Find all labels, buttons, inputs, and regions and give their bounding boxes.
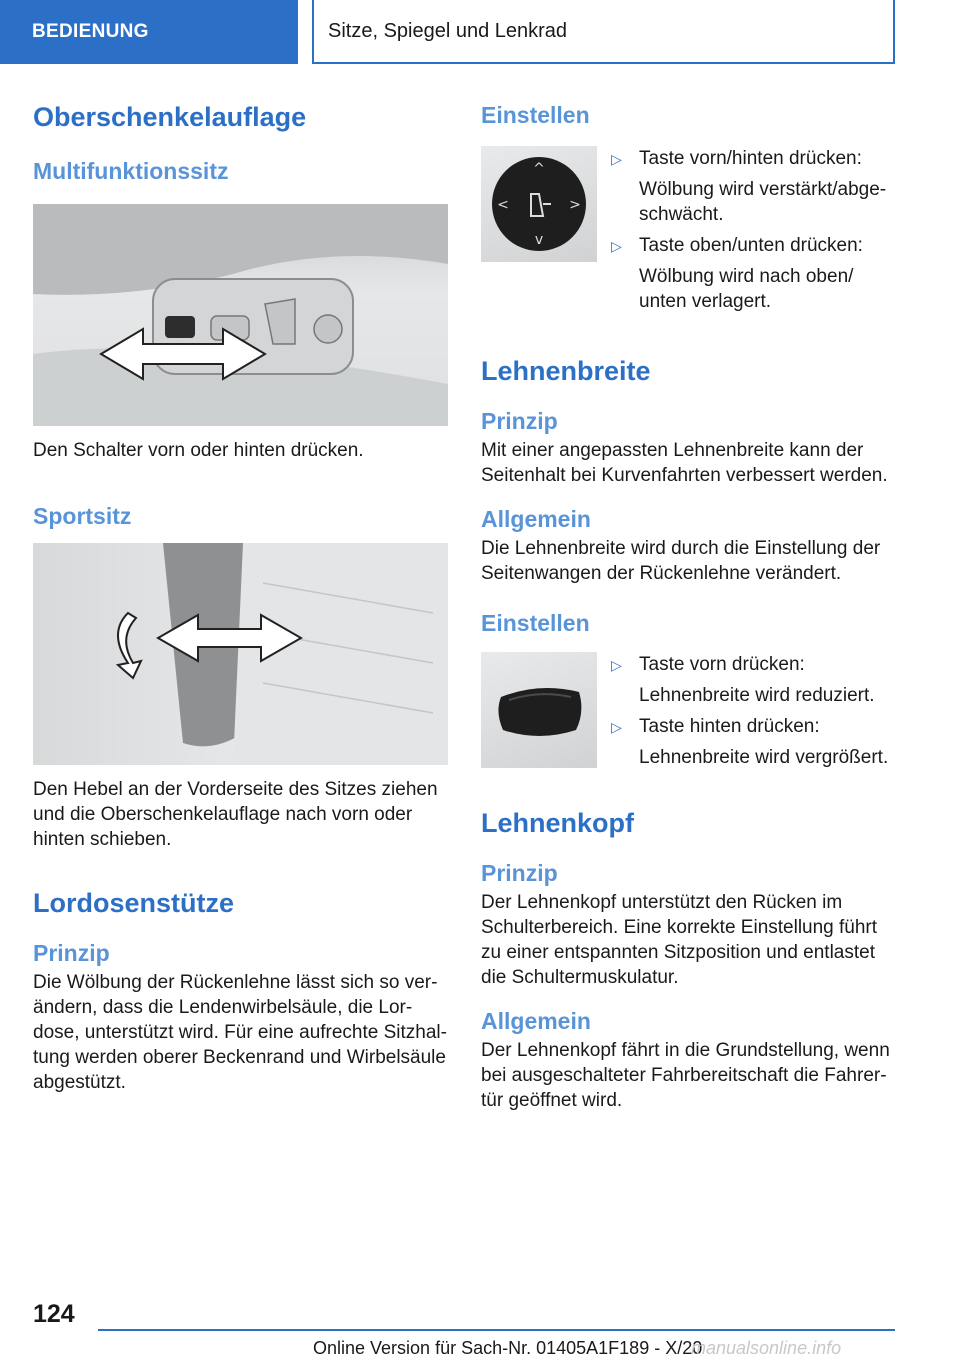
heading-lehnenbreite: Lehnenbreite — [481, 356, 651, 386]
rocker-button-icon — [481, 652, 597, 768]
seat-switch-figure — [33, 204, 448, 426]
watermark: manualsonline.info — [691, 1338, 842, 1358]
sport-seat-figure — [33, 543, 448, 765]
steps-lordose — [611, 146, 893, 314]
section-tab — [0, 0, 298, 64]
text-sportsitz: Den Hebel an der Vorderseite des Sitzes ziehen und die Oberschenkelauflage nach vorn oder hinten schieben. — [33, 779, 438, 850]
svg-text:<: < — [497, 197, 509, 213]
chapter-title — [312, 0, 895, 64]
text-allgemein-kopf: Der Lehnenkopf fährt in die Grundstellung, wenn bei ausgeschalteter Fahrbereitschaft die Fahrertür geöffnet wird. — [481, 1040, 890, 1111]
footer-text: Online Version für Sach-Nr. 01405A1F189 - X/20 — [313, 1338, 703, 1358]
section-label: BEDIENUNG — [32, 21, 149, 42]
step-item: ▷ Taste vorn/hinten drücken: Wölbung wird verstärkt/abgeschwächt. — [611, 148, 887, 225]
heading-lehnenkopf: Lehnenkopf — [481, 808, 634, 838]
text-prinzip-lordose: Die Wölbung der Rückenlehne lässt sich so verändern, dass die Lendenwirbelsäule, die Lordose, unterstützt wird. Für eine aufrechte Sitzhaltung werden oberer Beckenrand und Wirbelsäule abgestützt. — [33, 972, 447, 1093]
heading-sportsitz: Sportsitz — [33, 503, 132, 529]
triangle-bullet-icon: ▷ — [611, 151, 622, 167]
svg-text:v: v — [534, 232, 544, 248]
einstellen-lordose-block — [481, 146, 893, 314]
breite-button-figure — [481, 652, 597, 768]
heading-prinzip-breite: Prinzip — [481, 408, 558, 434]
step-item: ▷ Taste vorn drücken: Lehnenbreite wird reduziert. — [611, 654, 875, 706]
heading-allgemein-kopf: Allgemein — [481, 1008, 591, 1034]
svg-text:>: > — [569, 197, 581, 213]
left-column — [33, 100, 448, 1095]
heading-einstellen-breite: Einstellen — [481, 610, 590, 636]
heading-allgemein-breite: Allgemein — [481, 506, 591, 532]
step-item: ▷ Taste hinten drücken: Lehnenbreite wird vergrößert. — [611, 716, 889, 768]
heading-lordosenstuetze: Lordosenstütze — [33, 888, 235, 918]
right-column — [481, 100, 893, 1113]
page-number: 124 — [33, 1300, 75, 1328]
triangle-bullet-icon: ▷ — [611, 719, 622, 735]
heading-prinzip-kopf: Prinzip — [481, 860, 558, 886]
four-way-button-icon — [481, 146, 597, 262]
text-prinzip-breite: Mit einer angepassten Lehnenbreite kann der Seitenhalt bei Kurvenfahrten verbessert werden. — [481, 440, 888, 486]
text-multifunktionssitz: Den Schalter vorn oder hinten drücken. — [33, 440, 364, 461]
triangle-bullet-icon: ▷ — [611, 238, 622, 254]
text-allgemein-breite: Die Lehnenbreite wird durch die Einstellung der Seitenwangen der Rückenlehne verändert. — [481, 538, 881, 584]
heading-einstellen-lordose: Einstellen — [481, 102, 590, 128]
heading-multifunktionssitz: Multifunktionssitz — [33, 158, 229, 184]
sport-seat-illustration — [33, 543, 448, 765]
step-item: ▷ Taste oben/unten drücken: Wölbung wird nach oben/ unten verlagert. — [611, 235, 863, 312]
svg-text:^: ^ — [533, 161, 545, 177]
heading-prinzip-lordose: Prinzip — [33, 940, 110, 966]
seat-switch-illustration — [33, 204, 448, 426]
footer-divider — [98, 1329, 895, 1331]
chapter-label: Sitze, Spiegel und Lenkrad — [328, 19, 568, 42]
heading-oberschenkelauflage: Oberschenkelauflage — [33, 102, 307, 132]
lordose-button-figure — [481, 146, 597, 262]
text-prinzip-kopf: Der Lehnenkopf unterstützt den Rücken im Schulterbereich. Eine korrekte Einstellung führt zu einer entspannten Sitzposition und entlastet die Schultermuskulatur. — [481, 892, 878, 988]
triangle-bullet-icon: ▷ — [611, 657, 622, 673]
steps-breite — [611, 652, 893, 770]
einstellen-breite-block — [481, 652, 893, 770]
